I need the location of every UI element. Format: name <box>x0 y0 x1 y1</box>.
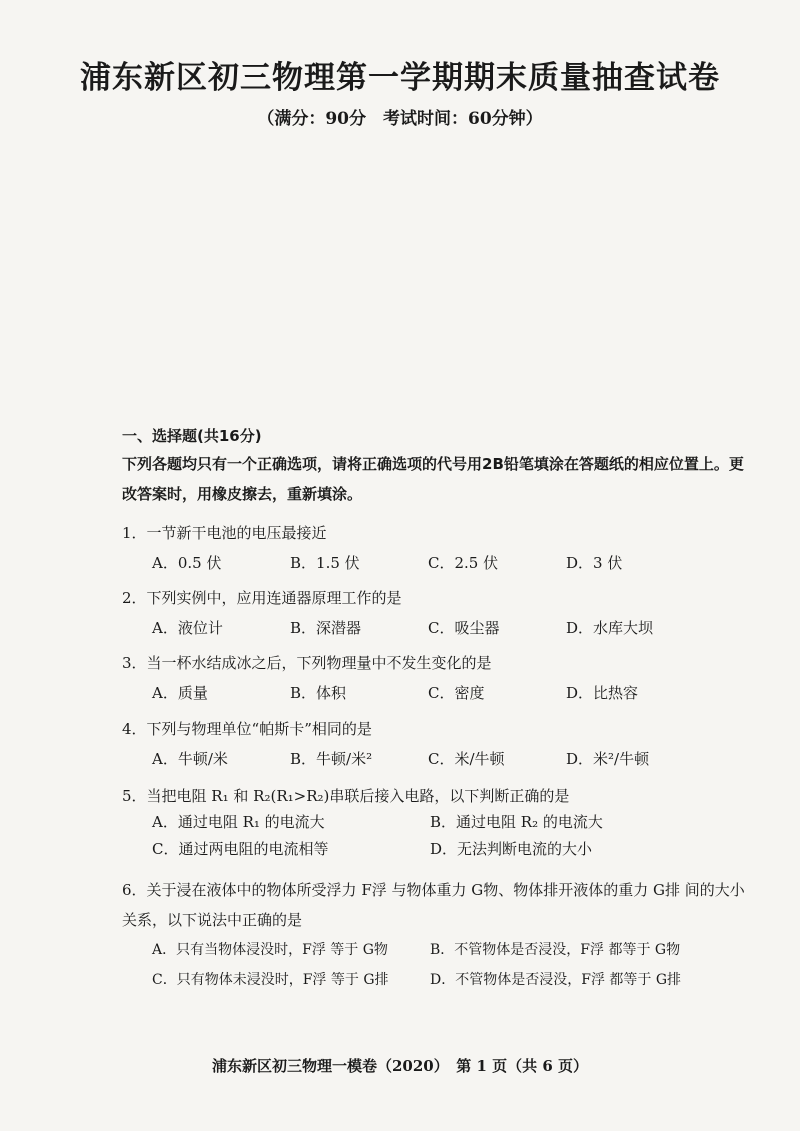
question-2 <box>122 585 752 638</box>
option-a: A．0.5 伏 <box>152 554 222 572</box>
option-d: D．3 伏 <box>566 554 623 572</box>
option-b: B．体积 <box>290 684 347 702</box>
option-d: D．水库大坝 <box>566 619 654 637</box>
question-stem: 5．当把电阻 R₁ 和 R₂(R₁>R₂)串联后接入电路，以下判断正确的是 <box>122 787 570 805</box>
option-c: C．通过两电阻的电流相等 <box>152 840 329 858</box>
option-list <box>122 552 752 573</box>
question-5 <box>122 783 752 863</box>
option-a: A．液位计 <box>152 619 223 637</box>
option-b: B．1.5 伏 <box>290 554 360 572</box>
exam-subtitle: （满分：90分 考试时间：60分钟） <box>257 109 543 129</box>
option-list <box>122 617 752 638</box>
section-heading: 一、选择题(共16分) <box>122 427 262 445</box>
option-a: A．质量 <box>152 684 208 702</box>
option-c: C．吸尘器 <box>428 619 500 637</box>
question-stem: 4．下列与物理单位“帕斯卡”相同的是 <box>122 720 372 738</box>
question-stem: 3．当一杯水结成冰之后，下列物理量中不发生变化的是 <box>122 654 492 672</box>
option-list <box>122 748 752 769</box>
option-a: A．通过电阻 R₁ 的电流大 <box>152 813 325 831</box>
section-instructions: 下列各题均只有一个正确选项，请将正确选项的代号用2B铅笔填涂在答题纸的相应位置上。更改答案时，用橡皮擦去，重新填涂。 <box>122 455 744 503</box>
option-c: C．米/牛顿 <box>428 750 505 768</box>
option-list <box>122 935 752 995</box>
option-c: C．密度 <box>428 684 485 702</box>
option-d: D．不管物体是否浸没，F浮 都等于 G排 <box>430 972 682 988</box>
question-3 <box>122 650 752 703</box>
exam-title: 浦东新区初三物理第一学期期末质量抽查试卷 <box>80 60 720 96</box>
question-1 <box>122 520 752 573</box>
question-stem: 1．一节新干电池的电压最接近 <box>122 524 327 542</box>
option-d: D．米²/牛顿 <box>566 750 650 768</box>
page-footer: 浦东新区初三物理一模卷（2020） 第 1 页（共 6 页） <box>211 1057 588 1075</box>
option-list <box>122 809 752 863</box>
option-c: C．2.5 伏 <box>428 554 499 572</box>
question-stem: 6．关于浸在液体中的物体所受浮力 F浮 与物体重力 G物、物体排开液体的重力 G排 间的大小关系，以下说法中正确的是 <box>122 881 745 929</box>
question-6 <box>122 875 752 995</box>
option-a: A．只有当物体浸没时，F浮 等于 G物 <box>152 942 388 958</box>
option-a: A．牛顿/米 <box>152 750 228 768</box>
option-d: D．比热容 <box>566 684 639 702</box>
option-d: D．无法判断电流的大小 <box>430 840 593 858</box>
option-c: C．只有物体未浸没时，F浮 等于 G排 <box>152 972 389 988</box>
option-b: B．通过电阻 R₂ 的电流大 <box>430 813 603 831</box>
question-4 <box>122 716 752 769</box>
option-b: B．不管物体是否浸没，F浮 都等于 G物 <box>430 942 681 958</box>
option-list <box>122 682 752 703</box>
option-b: B．牛顿/米² <box>290 750 373 768</box>
question-stem: 2．下列实例中，应用连通器原理工作的是 <box>122 589 402 607</box>
option-b: B．深潜器 <box>290 619 362 637</box>
